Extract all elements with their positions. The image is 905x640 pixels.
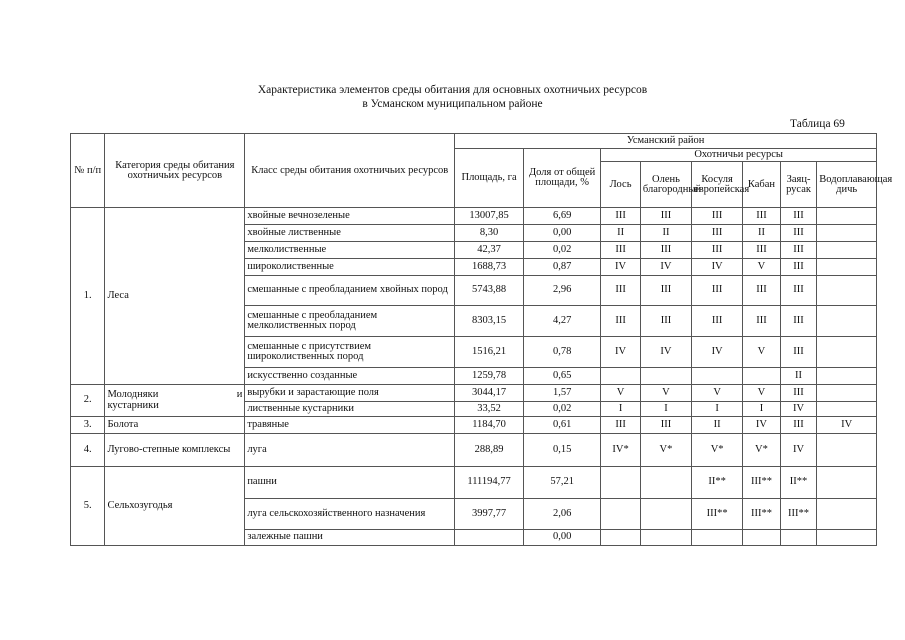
roe-deer-cell: III — [692, 208, 743, 225]
area-cell: 1259,78 — [455, 368, 524, 385]
category-cell: Леса — [105, 208, 245, 385]
class-cell: травяные — [245, 417, 455, 434]
class-cell: лиственные кустарники — [245, 402, 455, 417]
elk-cell: III — [601, 242, 641, 259]
hare-cell: III — [780, 225, 817, 242]
share-cell: 2,06 — [524, 499, 601, 530]
boar-cell: V — [743, 385, 781, 402]
hare-cell: III — [780, 417, 817, 434]
waterfowl-cell — [817, 242, 877, 259]
red-deer-cell — [640, 467, 691, 499]
class-cell: смешанные с присутствием широколиственных пород — [245, 337, 455, 368]
hare-cell: III** — [780, 499, 817, 530]
area-cell: 3044,17 — [455, 385, 524, 402]
table-row — [71, 385, 877, 402]
area-cell: 3997,77 — [455, 499, 524, 530]
hare-cell: III — [780, 208, 817, 225]
elk-cell: IV — [601, 259, 641, 276]
hare-cell: III — [780, 259, 817, 276]
roe-deer-cell: III — [692, 242, 743, 259]
waterfowl-cell — [817, 499, 877, 530]
area-cell: 33,52 — [455, 402, 524, 417]
share-cell: 0,00 — [524, 530, 601, 546]
row-num: 2. — [71, 385, 105, 417]
red-deer-cell — [640, 530, 691, 546]
category-cell: Сельхозугодья — [105, 467, 245, 546]
class-cell: хвойные вечнозеленые — [245, 208, 455, 225]
hare-cell: IV — [780, 402, 817, 417]
red-deer-cell: III — [640, 276, 691, 306]
class-cell: пашни — [245, 467, 455, 499]
boar-cell: V — [743, 259, 781, 276]
header-share: Доля от общей площади, % — [524, 149, 601, 208]
red-deer-cell: III — [640, 417, 691, 434]
table-row — [71, 434, 877, 467]
hare-cell: III — [780, 276, 817, 306]
boar-cell: IV — [743, 417, 781, 434]
red-deer-cell: IV — [640, 259, 691, 276]
class-cell: широколиственные — [245, 259, 455, 276]
elk-cell: IV — [601, 337, 641, 368]
roe-deer-cell: V* — [692, 434, 743, 467]
elk-cell: II — [601, 225, 641, 242]
table-row — [71, 417, 877, 434]
header-hare: Заяц-русак — [780, 162, 817, 208]
red-deer-cell — [640, 499, 691, 530]
share-cell: 0,61 — [524, 417, 601, 434]
class-cell: смешанные с преобладанием мелколиственных пород — [245, 306, 455, 337]
elk-cell — [601, 499, 641, 530]
row-num: 5. — [71, 467, 105, 546]
header-red-deer: Олень благородный — [640, 162, 691, 208]
table-row — [71, 208, 877, 225]
roe-deer-cell: III — [692, 306, 743, 337]
waterfowl-cell — [817, 402, 877, 417]
area-cell: 1184,70 — [455, 417, 524, 434]
boar-cell: II — [743, 225, 781, 242]
red-deer-cell — [640, 368, 691, 385]
waterfowl-cell — [817, 225, 877, 242]
class-cell: вырубки и зарастающие поля — [245, 385, 455, 402]
table-label: Таблица 69 — [790, 118, 845, 130]
header-elk: Лось — [601, 162, 641, 208]
share-cell: 0,87 — [524, 259, 601, 276]
share-cell: 0,02 — [524, 242, 601, 259]
elk-cell: IV* — [601, 434, 641, 467]
waterfowl-cell — [817, 259, 877, 276]
red-deer-cell: III — [640, 242, 691, 259]
share-cell: 0,15 — [524, 434, 601, 467]
roe-deer-cell: III — [692, 276, 743, 306]
boar-cell: III** — [743, 467, 781, 499]
share-cell: 57,21 — [524, 467, 601, 499]
category-cell — [105, 385, 245, 417]
elk-cell: III — [601, 417, 641, 434]
category-word-1: Молодняки — [107, 389, 159, 400]
document-title-line2: в Усманском муниципальном районе — [362, 98, 543, 110]
category-word-2: и — [236, 389, 243, 400]
elk-cell: V — [601, 385, 641, 402]
area-cell: 1688,73 — [455, 259, 524, 276]
class-cell: смешанные с преобладанием хвойных пород — [245, 276, 455, 306]
class-cell: мелколиственные — [245, 242, 455, 259]
class-cell: хвойные лиственные — [245, 225, 455, 242]
elk-cell — [601, 368, 641, 385]
waterfowl-cell — [817, 306, 877, 337]
red-deer-cell: III — [640, 306, 691, 337]
elk-cell: III — [601, 306, 641, 337]
area-cell: 8303,15 — [455, 306, 524, 337]
header-roe-deer: Косуля европейская — [692, 162, 743, 208]
share-cell: 0,65 — [524, 368, 601, 385]
row-num: 4. — [71, 434, 105, 467]
roe-deer-cell: IV — [692, 259, 743, 276]
waterfowl-cell — [817, 276, 877, 306]
area-cell: 8,30 — [455, 225, 524, 242]
header-boar: Кабан — [743, 162, 781, 208]
waterfowl-cell — [817, 208, 877, 225]
boar-cell: III — [743, 242, 781, 259]
area-cell: 288,89 — [455, 434, 524, 467]
elk-cell: I — [601, 402, 641, 417]
share-cell: 0,00 — [524, 225, 601, 242]
share-cell: 4,27 — [524, 306, 601, 337]
habitat-table — [70, 133, 893, 546]
roe-deer-cell: V — [692, 385, 743, 402]
boar-cell: III — [743, 208, 781, 225]
area-cell — [455, 530, 524, 546]
hare-cell — [780, 530, 817, 546]
class-cell: луга — [245, 434, 455, 467]
elk-cell — [601, 467, 641, 499]
hare-cell: III — [780, 242, 817, 259]
share-cell: 1,57 — [524, 385, 601, 402]
roe-deer-cell: II — [692, 417, 743, 434]
document-title-line1: Характеристика элементов среды обитания для основных охотничьих ресурсов — [257, 84, 648, 96]
area-cell: 111194,77 — [455, 467, 524, 499]
roe-deer-cell: I — [692, 402, 743, 417]
header-resources: Охотничьи ресурсы — [601, 149, 877, 162]
share-cell: 0,78 — [524, 337, 601, 368]
boar-cell — [743, 530, 781, 546]
share-cell: 6,69 — [524, 208, 601, 225]
waterfowl-cell — [817, 434, 877, 467]
waterfowl-cell — [817, 467, 877, 499]
hare-cell: III — [780, 306, 817, 337]
waterfowl-cell — [817, 368, 877, 385]
category-word-3: кустарники — [107, 399, 159, 411]
header-category: Категория среды обитания охотничьих ресурсов — [105, 134, 245, 208]
red-deer-cell: V* — [640, 434, 691, 467]
class-cell: искусственно созданные — [245, 368, 455, 385]
category-cell: Болота — [105, 417, 245, 434]
boar-cell: III** — [743, 499, 781, 530]
waterfowl-cell — [817, 530, 877, 546]
share-cell: 0,02 — [524, 402, 601, 417]
boar-cell — [743, 368, 781, 385]
header-district: Усманский район — [455, 134, 877, 149]
category-cell: Лугово-степные комплексы — [105, 434, 245, 467]
hare-cell: II** — [780, 467, 817, 499]
roe-deer-cell: III** — [692, 499, 743, 530]
red-deer-cell: II — [640, 225, 691, 242]
area-cell: 13007,85 — [455, 208, 524, 225]
class-cell: луга сельскохозяйственного назначения — [245, 499, 455, 530]
red-deer-cell: I — [640, 402, 691, 417]
hare-cell: III — [780, 337, 817, 368]
header-area: Площадь, га — [455, 149, 524, 208]
elk-cell: III — [601, 276, 641, 306]
boar-cell: I — [743, 402, 781, 417]
hare-cell: II — [780, 368, 817, 385]
header-class: Класс среды обитания охотничьих ресурсов — [245, 134, 455, 208]
roe-deer-cell: IV — [692, 337, 743, 368]
roe-deer-cell — [692, 368, 743, 385]
class-cell: залежные пашни — [245, 530, 455, 546]
area-cell: 1516,21 — [455, 337, 524, 368]
roe-deer-cell: III — [692, 225, 743, 242]
header-num: № п/п — [71, 134, 105, 208]
elk-cell — [601, 530, 641, 546]
boar-cell: V — [743, 337, 781, 368]
table-row — [71, 467, 877, 499]
waterfowl-cell — [817, 337, 877, 368]
area-cell: 5743,88 — [455, 276, 524, 306]
elk-cell: III — [601, 208, 641, 225]
waterfowl-cell — [817, 385, 877, 402]
header-waterfowl: Водоплавающая дичь — [817, 162, 877, 208]
hare-cell: IV — [780, 434, 817, 467]
red-deer-cell: IV — [640, 337, 691, 368]
row-num: 1. — [71, 208, 105, 385]
boar-cell: V* — [743, 434, 781, 467]
waterfowl-cell: IV — [817, 417, 877, 434]
boar-cell: III — [743, 276, 781, 306]
boar-cell: III — [743, 306, 781, 337]
roe-deer-cell — [692, 530, 743, 546]
share-cell: 2,96 — [524, 276, 601, 306]
roe-deer-cell: II** — [692, 467, 743, 499]
area-cell: 42,37 — [455, 242, 524, 259]
red-deer-cell: V — [640, 385, 691, 402]
hare-cell: III — [780, 385, 817, 402]
red-deer-cell: III — [640, 208, 691, 225]
row-num: 3. — [71, 417, 105, 434]
